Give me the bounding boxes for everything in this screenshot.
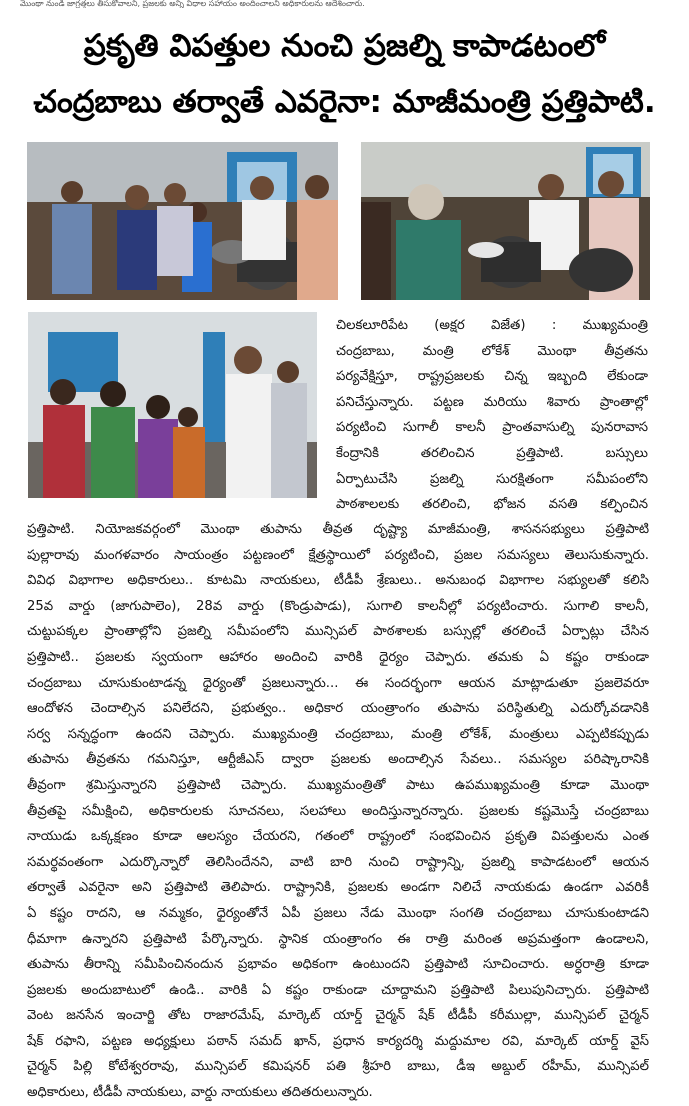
article-line: తీవ్రతపై సమీక్షించి, అధికారులకు సూచనలు, సలహాలు అందిస్తున్నారన్నారు. ప్రజలకు కష్టమొస్తే చంద్రబాబు (27, 803, 649, 819)
article-line: నాయుడు ఒక్కక్షణం కూడా ఆలస్యం చేయరని, గతంలో రాష్ట్రంలో సంభవించిన ప్రకృతి విపత్తులను ఎంత (27, 829, 649, 845)
article-line: వెంట జనసేన ఇంచార్జి తోట రాజారమేష్, మార్కెట్ యార్డ్ చైర్మన్ షేక్ టీడీపీ కరీముల్లా, మున్సిపల్ చైర్మన్ (27, 1008, 649, 1024)
article-line: కేంద్రానికి తరలించిన ప్రత్తిపాటి. బస్సులు (336, 445, 648, 461)
article-line: ప్రత్తిపాటి. నియోజకవర్గంలో మొంథా తుపాను తీవ్రత దృష్ట్యా మాజీమంత్రి, శాసనసభ్యులు ప్రత్తిపాటి (27, 522, 649, 537)
photo-serving-food-right (361, 142, 650, 300)
article-line: తర్వాతే ఎవరైనా అని ప్రత్తిపాటి తెలిపారు. రాష్ట్రానికి, ప్రజలకు అండగా నిలిచే నాయకుడు ఉండగా ఎవరికీ (27, 880, 649, 896)
article-line: షేక్ రఫాని, పట్టణ అధ్యక్షులు పఠాన్ సమద్ ఖాన్, ప్రధాన కార్యదర్శి మద్దుమాల రవి, మార్కెట్ యార్డ్ వైస్ (27, 1033, 649, 1049)
photo-visiting-residents (28, 312, 317, 498)
article-line: ఏ కష్టం రాదని, ఆ నమ్మకం, ధైర్యంతోనే ఏపీ ప్రజలు నేడు మొంథా సంగతి చంద్రబాబు చూసుకుంటాడని (27, 905, 649, 921)
article-line: పుల్లారావు మంగళవారం సాయంత్రం పట్టణంలో క్షేత్రస్థాయిలో పర్యటించి, ప్రజల సమస్యలు తెలుసుకున్నారు. (27, 547, 649, 563)
article-line: తీవ్రంగా శ్రమిస్తున్నారని ప్రత్తిపాటి చెప్పారు. ముఖ్యమంత్రితో పాటు ఉపముఖ్యమంత్రి కూడా మొంథా (27, 777, 649, 793)
article-line: పాఠశాలలకు తరలించి, భోజన వసతి కల్పించిన (336, 497, 648, 513)
article-line: సర్వ సన్నద్ధంగా ఉందని చెప్పారు. ముఖ్యమంత్రి చంద్రబాబు, మంత్రి లోకేశ్, మంత్రులు ఎప్పటికప్పుడు (27, 726, 649, 742)
article-line: తుపాను తీరాన్ని సమీపించినందున ప్రభావం అధికంగా ఉంటుందని ప్రత్తిపాటి సూచించారు. అర్ధరాత్రి కూడా (27, 957, 649, 973)
article-line: 25వ వార్డు (జాగుపాలెం), 28వ వార్డు (కొండ్రుపాడు), సుగాలి కాలనీల్లో పర్యటించారు. సుగాలి కాలనీ, (27, 598, 649, 614)
article-line: ప్రజలకు అందుబాటులో ఉండి.. వారికి ఏ కష్టం రాకుండా చూద్దామని ప్రత్తిపాటి పిలుపునిచ్చారు. ప్రత్తిపాటి (27, 982, 649, 998)
article-line: చిలకలూరిపేట (అక్షర విజేత) : ముఖ్యమంత్రి (336, 318, 648, 333)
photo-food-distribution-left (27, 142, 338, 300)
article-line: పర్యవేక్షిస్తూ, రాష్ట్రప్రజలకు చిన్న ఇబ్బంది లేకుండా (336, 369, 648, 385)
article-line: తుపాను తీవ్రతను గమనిస్తూ, ఆర్టీజీఎస్ ద్వారా ప్రజలకు అందాల్సిన సేవలు.. సమస్యల పరిష్కారానికి (27, 752, 649, 768)
article-line: చంద్రబాబు చూసుకుంటాడన్న ధైర్యంతో ప్రజలున్నారు... ఈ సందర్భంగా ఆయన మాట్లాడుతూ ప్రజలెవరూ (27, 675, 649, 691)
article-line: చుట్టుపక్కల ప్రాంతాల్లోని ప్రజల్ని సమీపంలోని మున్సిపల్ పాఠశాలకు బస్సుల్లో తరలించే ఏర్పాట్లు చేసిన (27, 624, 649, 640)
article-line: అధికారులు, టీడీపీ నాయకులు, వార్డు నాయకులు తదితరులున్నారు. (27, 1085, 373, 1101)
article-line: చంద్రబాబు, మంత్రి లోకేశ్ మొంథా తీవ్రతను (336, 343, 648, 359)
article-line: ఏర్పాటుచేసి ప్రజల్ని సురక్షితంగా సమీపంలోని (336, 471, 648, 487)
article-line: చైర్మన్ పిల్లి కోటేశ్వరరావు, మున్సిపల్ కమిషనర్ పతి శ్రీహరి బాబు, డీఇ అబ్దుల్ రహీమ్, మున్సిపల్ (27, 1059, 649, 1075)
article-line: ఆందోళన చెందాల్సిన పనిలేదని, ప్రభుత్వం.. అధికార యంత్రాంగం తుపాను పరిస్థితుల్ని ఎదుర్కోవడానికి (27, 701, 649, 717)
article-full-width (27, 517, 649, 1106)
article-line: ప్రత్తిపాటి.. ప్రజలకు స్వయంగా ఆహారం అందించి వారికి ధైర్యం చెప్పారు. తమకు ఏ కష్టం రాకుండా (27, 649, 649, 665)
article-line: సమర్థవంతంగా ఎదుర్కొన్నారో తెలిసిందేనని, వాటి బారి నుంచి రాష్ట్రాన్ని, ప్రజల్ని కాపాడటంలో ఆయన (27, 854, 649, 870)
article-line: పర్యటించి సుగాలీ కాలనీ ప్రాంతవాసుల్ని పునరావాస (336, 420, 648, 436)
headline-line-1: ప్రకృతి విపత్తుల నుంచి ప్రజల్ని కాపాడటంలో (83, 28, 606, 64)
headline-line-2: చంద్రబాబు తర్వాతే ఎవరైనా: మాజీమంత్రి ప్రత్తిపాటి. (33, 84, 656, 120)
article-line: పనిచేస్తున్నారు. పట్టణ మరియు శివారు ప్రాంతాల్లో (336, 394, 648, 410)
article-line: వివిధ విభాగాల అధికారులు.. కూటమి నాయకులు, టీడీపీ శ్రేణులు.. అనుబంధ విభాగాల సభ్యులతో కలిసి (27, 573, 649, 589)
article-right-column (336, 313, 648, 518)
previous-article-cut-line: మొంథా నుండి జాగ్రత్తలు తీసుకోవాలని, ప్రజలకు అన్ని విధాల సహాయం అందించాలని అధికారులను ఆదేశించారు. (20, 0, 365, 8)
article-line: ధీమాగా ఉన్నారని ప్రత్తిపాటి పేర్కొన్నారు. స్థానిక యంత్రాంగం ఈ రాత్రి మరింత అప్రమత్తంగా ఉండాలని, (27, 931, 649, 947)
